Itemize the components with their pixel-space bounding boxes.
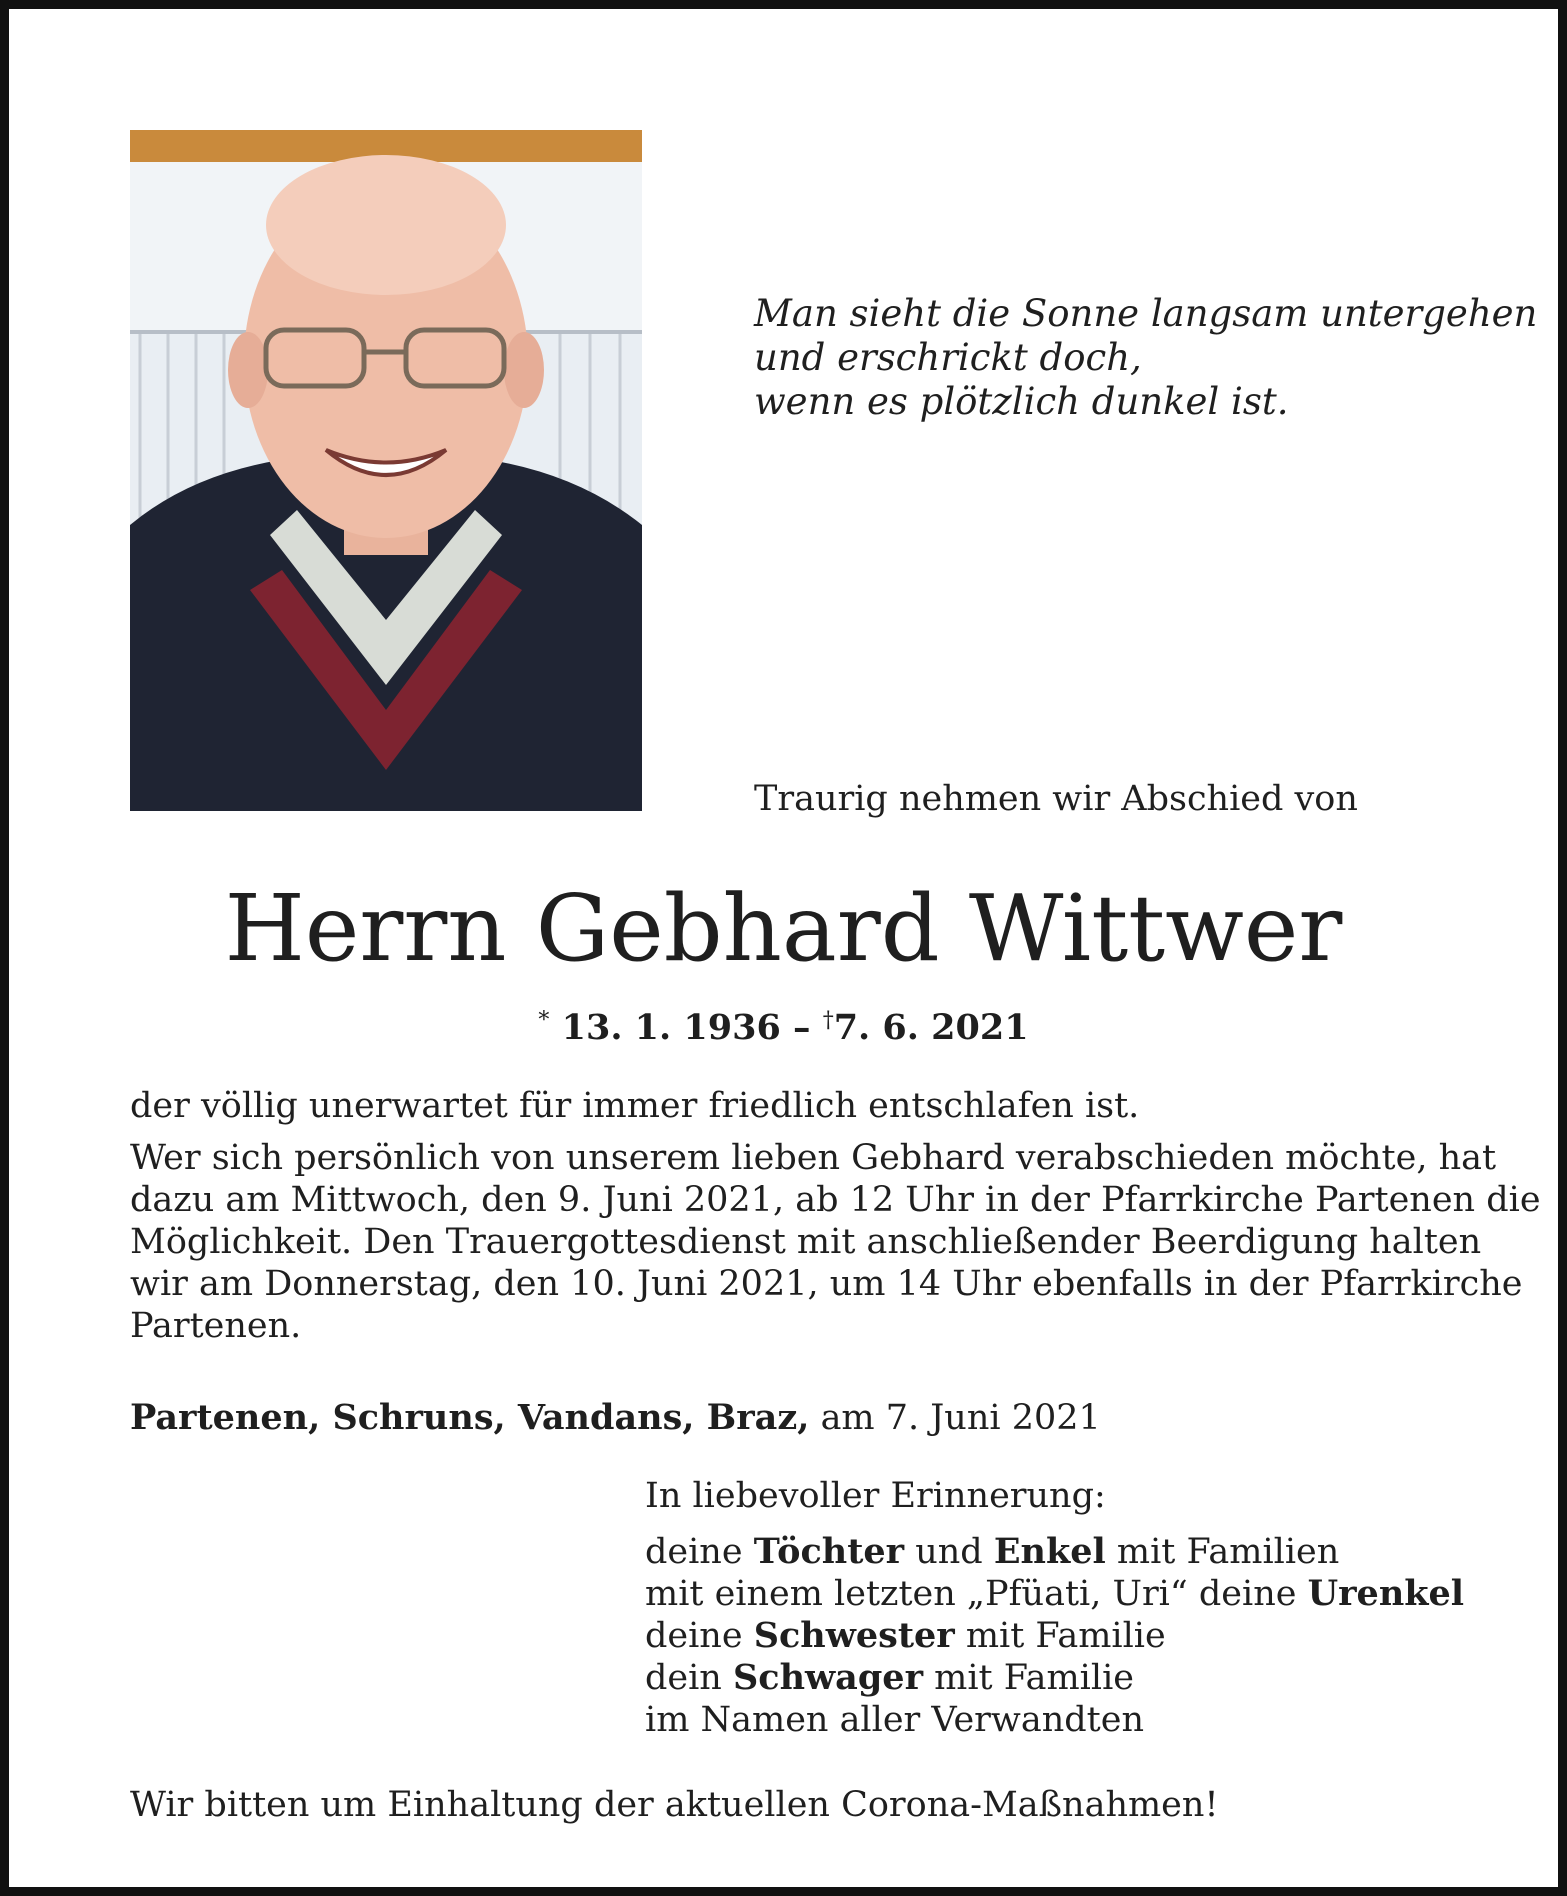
body-line: Möglichkeit. Den Trauergottesdienst mit anschließender Beerdigung halten [130,1222,1482,1262]
mourners-text: und [904,1532,994,1572]
corona-notice: Wir bitten um Einhaltung der aktuellen Corona-Maßnahmen! [130,1785,1219,1825]
place-date-value: am 7. Juni 2021 [820,1398,1101,1438]
body-line: dazu am Mittwoch, den 9. Juni 2021, ab 12 Uhr in der Pfarrkirche Partenen die [130,1180,1541,1220]
deceased-name: Herrn Gebhard Wittwer [224,875,1343,982]
mourners-relation: Enkel [993,1531,1106,1572]
mourners-relation: Schwester [753,1615,955,1656]
portrait-photo-icon [130,130,642,811]
mourners-text: dein [645,1658,733,1698]
poem-line: und erschrickt doch, [754,336,1142,379]
life-dates [9,999,1558,1050]
portrait-photo [130,130,642,811]
mourners-relation: Töchter [753,1531,905,1572]
mourners-text: mit einem letzten „Pfüati, Uri“ deine [645,1574,1308,1614]
mourners-block [645,1475,1465,1741]
mourners-line: im Namen aller Verwandten [645,1700,1144,1740]
place-towns: Partenen, Schruns, Vandans, Braz, [130,1397,810,1438]
mourners-relation: Urenkel [1307,1573,1465,1614]
mourners-heading: In liebevoller Erinnerung: [645,1476,1106,1516]
death-symbol: † [822,1008,834,1033]
announcement-body [130,1085,1541,1347]
mourners-line [645,1573,1465,1615]
body-lead: der völlig unerwartet für immer friedlich entschlafen ist. [130,1086,1140,1126]
death-date: 7. 6. 2021 [833,1007,1029,1048]
mourners-text: deine [645,1532,754,1572]
date-separator: – [793,1007,811,1048]
mourners-line [645,1531,1465,1573]
mourners-line [645,1657,1465,1699]
mourners-text: mit Familie [923,1658,1134,1698]
mourners-text: mit Familien [1105,1532,1340,1572]
poem [754,292,1538,424]
place-date [130,1396,1430,1440]
body-line: Wer sich persönlich von unserem lieben Gebhard verabschieden möchte, hat [130,1138,1497,1178]
poem-line: wenn es plötzlich dunkel ist. [754,380,1289,423]
mourners-text: deine [645,1616,754,1656]
poem-line: Man sieht die Sonne langsam untergehen [754,292,1538,335]
intro-text: Traurig nehmen wir Abschied von [754,779,1358,819]
mourners-line [645,1615,1465,1657]
mourners-text: mit Familie [954,1616,1166,1656]
body-line: wir am Donnerstag, den 10. Juni 2021, um 14 Uhr ebenfalls in der Pfarrkirche [130,1264,1523,1304]
mourners-relation: Schwager [732,1657,924,1698]
birth-symbol: * [538,1008,550,1033]
body-line: Partenen. [130,1306,302,1346]
birth-date: 13. 1. 1936 [561,1007,781,1048]
